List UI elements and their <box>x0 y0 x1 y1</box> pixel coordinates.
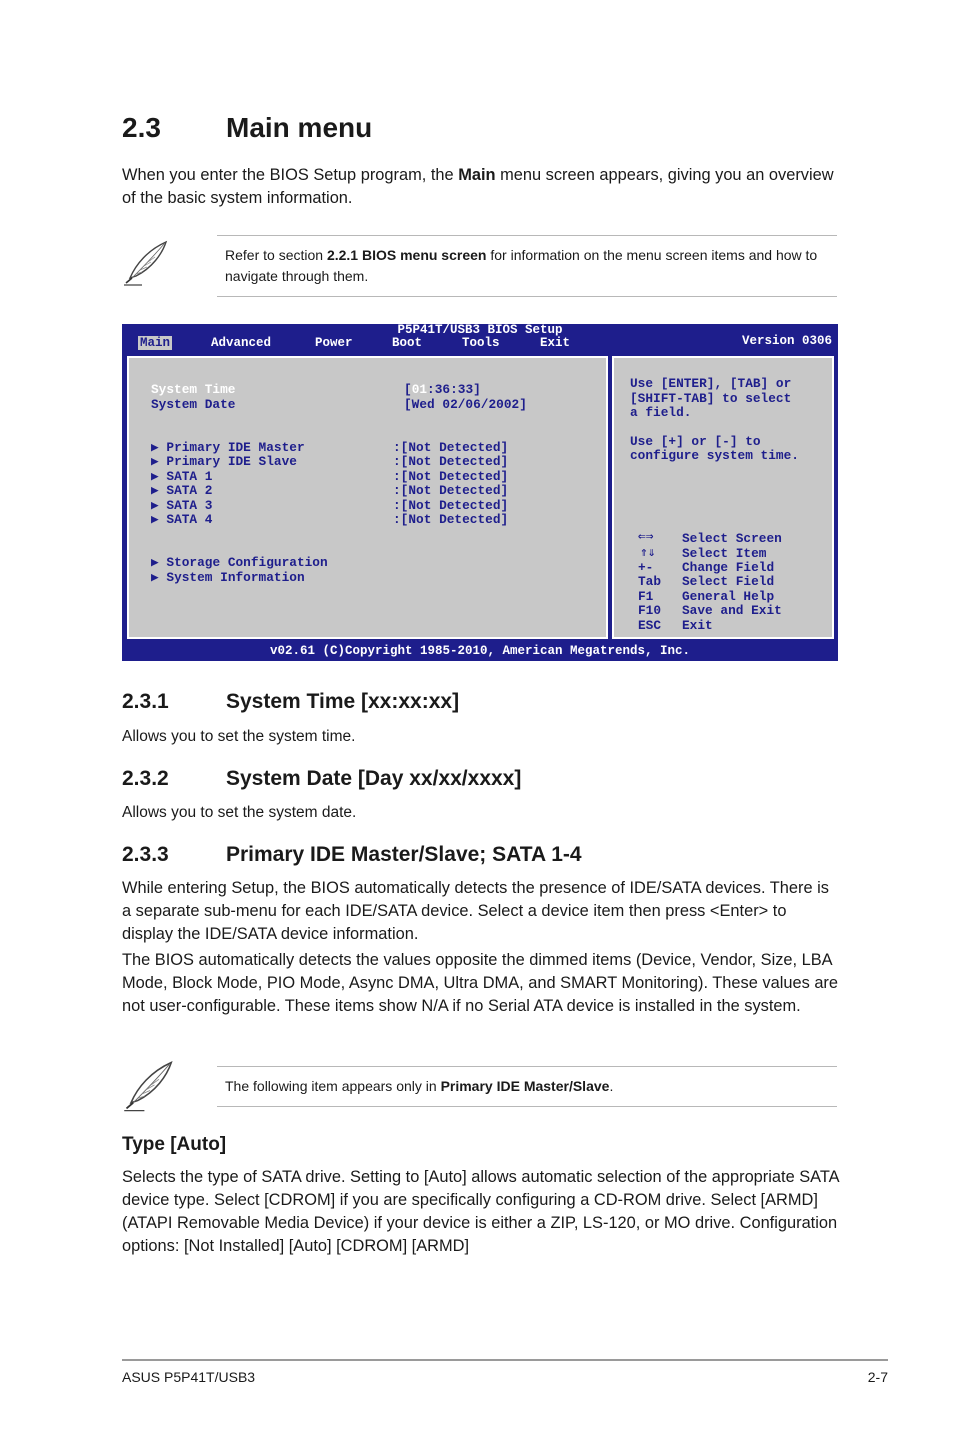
help-line: a field. <box>630 405 692 420</box>
device-sata-1[interactable]: ▶ SATA 1 <box>151 469 213 484</box>
system-date-label[interactable]: System Date <box>151 397 236 412</box>
section-title: Main menu <box>226 112 373 143</box>
key-name: +- <box>638 560 654 575</box>
note-box <box>217 1066 837 1107</box>
system-time-value[interactable]: [01:36:33] <box>404 382 481 397</box>
key-name: ESC <box>638 618 662 633</box>
key-desc: Save and Exit <box>682 603 782 618</box>
bios-screen <box>122 324 838 661</box>
device-primary-ide-master[interactable]: ▶ Primary IDE Master <box>151 440 305 455</box>
subsection-heading-2-3-1: 2.3.1 System Time [xx:xx:xx] <box>122 690 460 713</box>
note-box <box>217 235 837 297</box>
footer-product: ASUS P5P41T/USB3 <box>122 1369 256 1385</box>
device-value: :[Not Detected] <box>393 440 509 455</box>
key-name: Tab <box>638 574 662 589</box>
bios-main-panel <box>125 354 610 641</box>
subsection-heading-2-3-3: 2.3.3 Primary IDE Master/Slave; SATA 1-4 <box>122 843 582 866</box>
intro-paragraph: When you enter the BIOS Setup program, the Main menu screen appears, giving you an overview of the basic system information. <box>122 166 834 207</box>
help-line: Use [+] or [-] to <box>630 434 761 449</box>
menu-exit[interactable]: Exit <box>540 336 571 350</box>
help-line: configure system time. <box>630 448 799 463</box>
menu-tools[interactable]: Tools <box>462 336 500 350</box>
subsection-text: Allows you to set the system date. <box>122 804 357 821</box>
menu-advanced[interactable]: Advanced <box>211 336 272 350</box>
device-sata-3[interactable]: ▶ SATA 3 <box>151 498 213 513</box>
help-line: [SHIFT-TAB] to select <box>630 391 792 406</box>
device-value: :[Not Detected] <box>393 454 509 469</box>
device-sata-4[interactable]: ▶ SATA 4 <box>151 512 213 527</box>
menu-power[interactable]: Power <box>315 336 353 350</box>
bios-help-panel <box>610 354 836 641</box>
paragraph: While entering Setup, the BIOS automatically detects the presence of IDE/SATA devices. There is a separate sub-menu for each IDE/SATA device. Select a device item then press <Enter> to display the IDE/SATA device information. <box>122 879 829 943</box>
system-time-label[interactable]: System Time <box>151 382 236 397</box>
bios-menu-bar <box>122 324 838 354</box>
submenu-system-information[interactable]: ▶ System Information <box>151 570 305 585</box>
paragraph: The BIOS automatically detects the values opposite the dimmed items (Device, Vendor, Size, LBA Mode, Block Mode, PIO Mode, Async DMA, Ultra DMA, and SMART Monitoring). These values are not user-configurable. These items show N/A if no Serial ATA device is installed in the system. <box>122 951 839 1015</box>
key-name: F10 <box>638 603 662 618</box>
note-pen-icon <box>122 1058 178 1119</box>
up-down-arrows-icon: ⇑⇓ <box>640 545 656 560</box>
bios-copyright: v02.61 (C)Copyright 1985-2010, American Megatrends, Inc. <box>269 644 691 658</box>
key-desc: General Help <box>682 589 775 604</box>
help-line: Use [ENTER], [TAB] or <box>630 376 792 391</box>
device-value: :[Not Detected] <box>393 483 509 498</box>
bios-title: P5P41T/USB3 BIOS Setup <box>397 323 563 337</box>
page-title <box>122 112 372 144</box>
note-text: The following item appears only in Primary IDE Master/Slave. <box>225 1078 614 1094</box>
section-number: 2.3 <box>122 112 161 143</box>
device-primary-ide-slave[interactable]: ▶ Primary IDE Slave <box>151 454 297 469</box>
bios-version: Version 0306 <box>741 334 832 348</box>
key-desc: Select Field <box>682 574 775 589</box>
page-footer <box>122 1359 888 1385</box>
device-value: :[Not Detected] <box>393 469 509 484</box>
left-right-arrows-icon: ⇐⇒ <box>638 529 654 544</box>
subsection-heading-2-3-2: 2.3.2 System Date [Day xx/xx/xxxx] <box>122 767 522 790</box>
key-desc: Change Field <box>682 560 775 575</box>
key-name: F1 <box>638 589 654 604</box>
key-desc: Exit <box>682 618 713 633</box>
footer-page-number: 2-7 <box>867 1369 888 1385</box>
device-value: :[Not Detected] <box>393 498 509 513</box>
type-heading: Type [Auto] <box>122 1134 227 1155</box>
subsection-text: Allows you to set the system time. <box>122 728 356 745</box>
menu-boot[interactable]: Boot <box>392 336 423 350</box>
key-desc: Select Item <box>682 546 767 561</box>
paragraph: Selects the type of SATA drive. Setting to [Auto] allows automatic selection of the appropriate SATA device type. Select [CDROM] if you are specifically configuring a CD-ROM drive. Select [ARMD] (ATAPI Removable Media Device) if your device is either a ZIP, LS-120, or MO drive. Configuration options: [Not Installed] [Auto] [CDROM] [ARMD] <box>122 1168 839 1255</box>
menu-main[interactable]: Main <box>140 336 171 350</box>
note-text: Refer to section 2.2.1 BIOS menu screen for information on the menu screen items and how to navigate through them. <box>225 247 818 284</box>
key-desc: Select Screen <box>682 531 782 546</box>
submenu-storage-configuration[interactable]: ▶ Storage Configuration <box>151 555 328 570</box>
note-pen-icon <box>122 238 172 293</box>
device-value: :[Not Detected] <box>393 512 509 527</box>
system-date-value[interactable]: [Wed 02/06/2002] <box>404 397 527 412</box>
device-sata-2[interactable]: ▶ SATA 2 <box>151 483 213 498</box>
